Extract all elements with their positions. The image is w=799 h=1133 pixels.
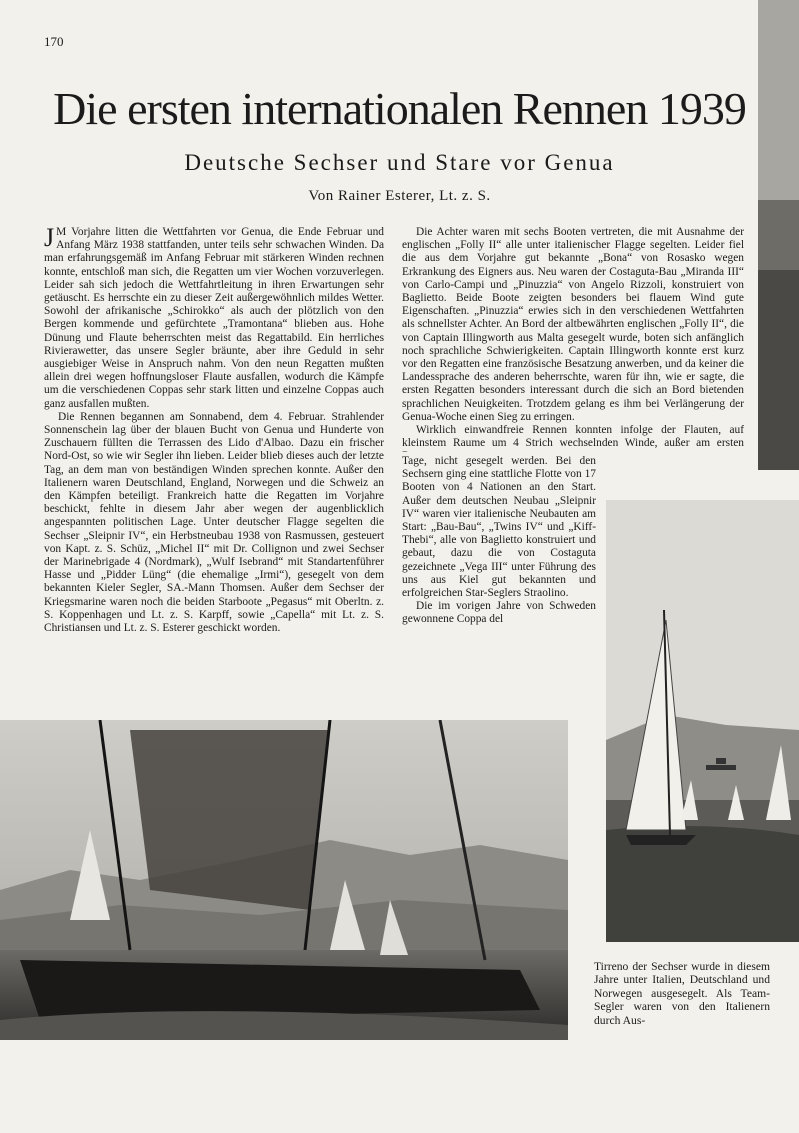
bottom-right-column <box>594 960 770 1027</box>
drop-cap: J <box>44 223 55 252</box>
page-number: 170 <box>44 34 64 49</box>
paragraph: Wirklich einwandfreie Rennen konnten infolge der Flauten, auf kleinstem Raume um 4 Strich wechselnden Winde, außer am ersten <box>402 424 744 450</box>
byline: Von Rainer Esterer, Lt. z. S. <box>308 188 491 204</box>
paragraph: Tage, nicht gesegelt werden. Bei den Sechsern ging eine stattliche Flotte von 17 Booten von 4 Nationen an den Start. Außer dem deutschen Neubau „Sleipnir IV“ waren vier italienische Neubauten am Start: „Bau-Bau“, „Twins IV“ und „Kiff-Thebi“, alle von Baglietto konstruiert und gebaut, dazu die von Costaguta gezeichnete „Vega III“ unter Führung des uns aus Kiel gut bekannten und erfolgreichen Star-Seglers Straolino. <box>402 455 596 600</box>
paragraph: Tirreno der Sechser wurde in diesem Jahre unter Italien, Deutschland und Norwegen ausgesegelt. Als Team-Segler waren von den Italienern durch Aus- <box>594 960 770 1027</box>
sailboats-seaplane-photo-image <box>606 500 799 942</box>
left-column <box>44 223 384 635</box>
paragraph: Die im vorigen Jahre von Schweden gewonnene Coppa del <box>402 600 596 626</box>
paragraph: J M Vorjahre litten die Wettfahrten vor Genua, die Ende Februar und Anfang März 1938 stattfanden, unter teils sehr schwachen Winden. Da man erfahrungsgemäß im Anfang Februar mit stärkeren Winden rechnen konnte, entschloß man sich, die Regatten um vier Wochen vorzuverlegen. Leider sah sich jedoch die Wettfahrtleitung in ihren Erwartungen sehr getäuscht. Es herrschte ein zu dieser Zeit außergewöhnlich mildes Wetter. Sowohl der afrikanische „Schirokko“ als auch der plötzlich von den Bergen kommende und gefürchtete „Tramontana“ blieben aus. Hohe Dünung und Flaute beherrschten meist das Regattabild. Ein herrliches Rivierawetter, das unsere Segler bräunte, aber ihre Geduld in sehr ausgiebiger Weise in Anspruch nahm. Von den neun Regatten mußten allein drei wegen hoffnungsloser Flaute ausfallen, wodurch die Kämpfe um die verschiedenen Coppas sehr stark litten und einzelne Coppas auch ganz ausfallen mußten. <box>44 223 384 410</box>
article-title: Die ersten internationalen Rennen 1939 <box>53 83 746 134</box>
photo-sailboat-race <box>0 720 568 1040</box>
photo-sailboats-seaplane <box>606 500 799 942</box>
sailboat-race-photo-image <box>0 720 568 1040</box>
paragraph: Die Achter waren mit sechs Booten vertreten, die mit Ausnahme der englischen „Folly II“ alle unter italienischer Flagge segelten. Leider fiel die aus dem Vorjahre gut bekannte „Bona“ von Rosasko wegen Erkrankung des Eigners aus. Neu waren der Costaguta-Bau „Miranda III“ von Carlo-Campi und „Pinuzzia“ von Angelo Rizzoli, konstruiert von Baglietto. Beide Boote zeigten besonders bei flauem Wind gute Eigenschaften. „Pinuzzia“ erwies sich in den verschiedenen Wettfahrten als schnellster Achter. An Bord der altbewährten englischen „Folly II“, die von Captain Illingworth aus Malta gesegelt wurde, boten sich anfänglich noch sprachliche Schwierigkeiten. Captain Illingworth konnte erst kurz vor den Regatten eine französische Besatzung anwerben, und da keiner die Landessprache des anderen beherrschte, waren für ihn, wie er sagte, die ersten Regatten besonders interessant durch die sich an Bord bietenden sprachlichen Neuigkeiten. Trotzdem gelang es ihm bei Verlängerung der Genua-Woche einen Sieg zu erringen. <box>402 226 744 423</box>
right-column-mid <box>402 455 596 627</box>
article-subtitle: Deutsche Sechser und Stare vor Genua <box>184 150 615 175</box>
photo-strip-edge <box>758 0 799 470</box>
right-column-top <box>402 226 744 452</box>
edge-photo-image <box>758 0 799 470</box>
paragraph: Die Rennen begannen am Sonnabend, dem 4. Februar. Strahlender Sonnenschein lag über der blauen Bucht von Genua und Hunderte von Zuschauern füllten die Terrassen des Lido d'Albao. Dazu ein frischer Nord-Ost, so wie wir Segler ihn lieben. Leider blieb dieses auch der letzte Tag, an dem man von beständigen Winden sprechen konnte. Außer den Italienern waren Deutschland, England, Norwegen und die Schweiz an den Kämpfen beteiligt. Frankreich hatte die Regatten im Vorjahre beschickt, fehlte in diesem Jahr aber wegen der augenblicklich angespannten politischen Lage. Unter deutscher Flagge segelten die Sechser „Sleipnir IV“, ein Herbstneubau 1938 von Rasmussen, gesteuert von Kapt. z. S. Schüz, „Michel II“ mit Dr. Collignon und zwei Sechser der Marinebrigade 4 (Nordmark), „Wulf Isebrand“ mit Standartenführer Hasse und „Pidder Lüng“ (die ehemalige „Irmi“), gesegelt von dem bekannten Kieler Segler, SA.-Mann Thomsen. Außer dem Sechser der Kriegsmarine waren noch die beiden Starboote „Pegasus“ mit Oberltn. z. S. Koppenhagen und Lt. z. S. Karpff, sowie „Capella“ mit Lt. z. S. Christiansen und Lt. z. S. Esterer geschickt worden. <box>44 410 384 635</box>
